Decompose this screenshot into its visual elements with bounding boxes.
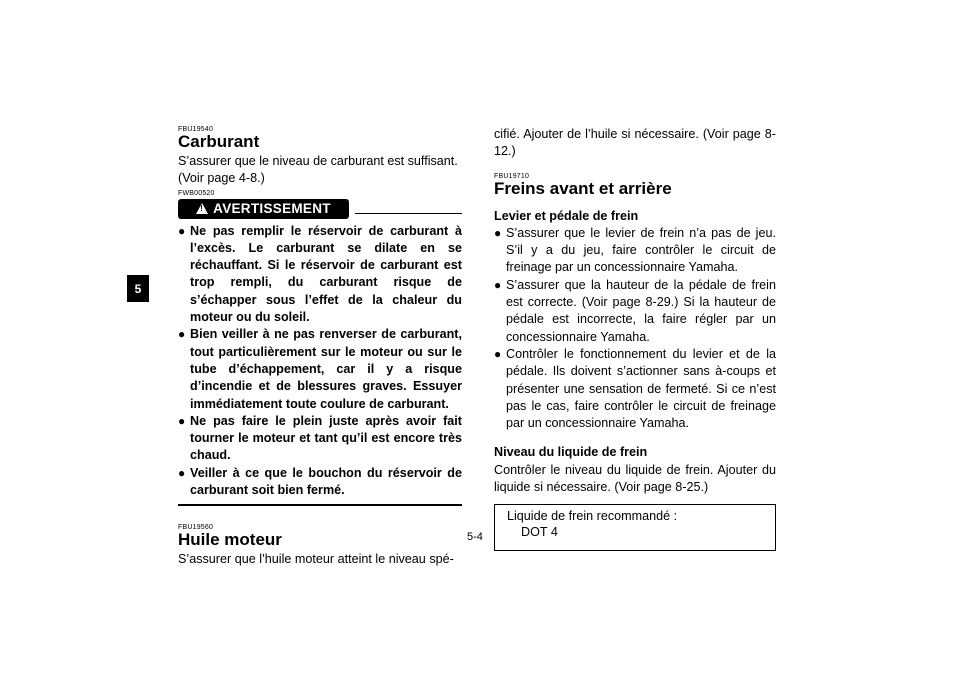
warning-end-rule — [178, 504, 462, 506]
bullet-icon: ● — [494, 225, 502, 240]
bullet-icon: ● — [178, 223, 186, 238]
right-column — [494, 126, 776, 551]
bullet-icon: ● — [178, 327, 186, 342]
bullet-icon: ● — [178, 465, 186, 480]
brake-lever-subheading: Levier et pédale de frein — [494, 208, 639, 223]
fuel-heading: Carburant — [178, 132, 260, 151]
brake-checklist — [494, 225, 776, 433]
left-column — [178, 126, 462, 568]
oil-text-start: S’assurer que l’huile moteur atteint le niveau spé- — [178, 551, 454, 566]
warning-item: ● Ne pas remplir le réservoir de carburant à l’excès. Le carburant se dilate en se réchauffant. Si le réservoir de carburant est trop rempli, du carburant risque de s’échapper sous l’effet de la chaleur du moteur ou du soleil. — [178, 223, 462, 327]
warning-triangle-icon: ! — [196, 203, 208, 214]
warning-banner — [178, 199, 462, 219]
bullet-icon: ● — [494, 277, 502, 292]
warning-label: AVERTISSEMENT — [213, 201, 331, 217]
page-number: 5-4 — [467, 531, 483, 543]
oil-text-end: cifié. Ajouter de l’huile si nécessaire. (Voir page 8-12.) — [494, 127, 776, 159]
chapter-tab: 5 — [127, 275, 149, 302]
brake-fluid-text: Contrôler le niveau du liquide de frein. Ajouter du liquide si nécessaire. (Voir page 8-25.) — [494, 462, 776, 495]
warning-item: ● Ne pas faire le plein juste après avoir fait tourner le moteur et tant qu’il est encore très chaud. — [178, 413, 462, 465]
brakes-section-code: FBU19710 — [494, 172, 530, 180]
recommended-fluid-box — [494, 504, 776, 551]
recommended-fluid-value: DOT 4 — [521, 525, 558, 540]
warning-list — [178, 223, 462, 500]
brakes-heading: Freins avant et arrière — [494, 178, 672, 198]
brake-item: ● Contrôler le fonctionnement du levier et de la pédale. Ils doivent s’actionner sans à-coups et présenter une sensation de fermeté. Si ce n’est pas le cas, faire contrôler le circuit de freinage par un concessionnaire Yamaha. — [494, 346, 776, 432]
fuel-section-code: FBU19540 — [178, 126, 214, 133]
warning-rule — [355, 213, 462, 215]
recommended-fluid-label: Liquide de frein recommandé : — [507, 509, 678, 524]
brake-fluid-subheading: Niveau du liquide de frein — [494, 445, 648, 460]
warning-code: FWB00520 — [178, 189, 215, 197]
warning-box — [178, 199, 349, 219]
brake-item: ● S’assurer que le levier de frein n’a pas de jeu. S’il y a du jeu, faire contrôler le circuit de freinage par un concessionnaire Yamaha. — [494, 225, 776, 277]
bullet-icon: ● — [494, 346, 502, 361]
brake-item: ● S’assurer que la hauteur de la pédale de frein est correcte. (Voir page 8-29.) Si la hauteur de pédale est incorrecte, la faire régler par un concessionnaire Yamaha. — [494, 277, 776, 346]
bullet-icon: ● — [178, 413, 186, 428]
fuel-intro: S’assurer que le niveau de carburant est suffisant. (Voir page 4-8.) — [178, 154, 458, 186]
warning-item: ● Veiller à ce que le bouchon du réservoir de carburant soit bien fermé. — [178, 465, 462, 500]
oil-heading: Huile moteur — [178, 529, 282, 549]
oil-section-code: FBU19560 — [178, 523, 214, 531]
warning-item: ● Bien veiller à ne pas renverser de carburant, tout particulièrement sur le moteur ou sur le tube d’échappement, car il y a risque d’incendie et de blessures graves. Essuyer immédiatement toute coulure de carburant. — [178, 326, 462, 412]
